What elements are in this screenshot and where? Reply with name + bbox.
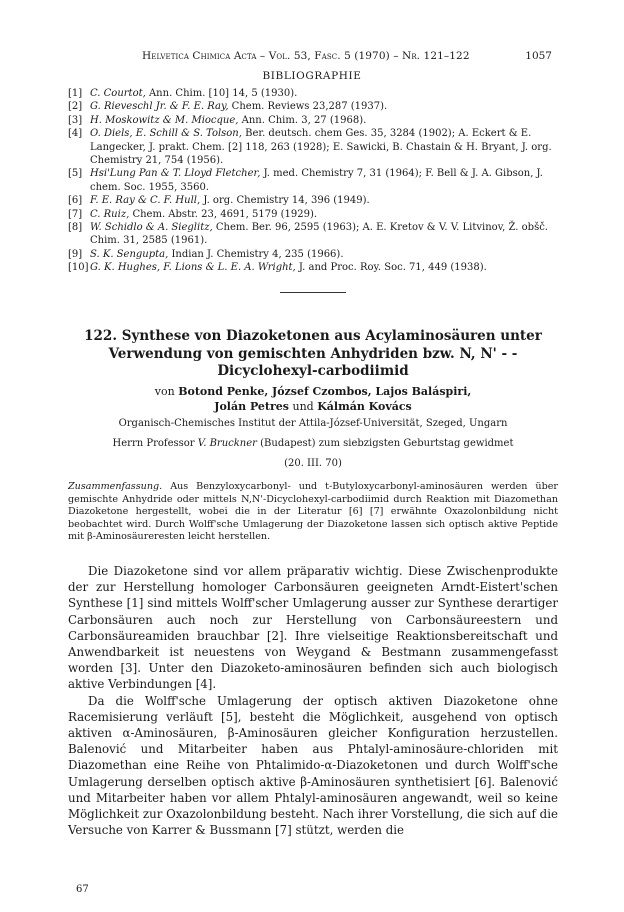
reference-text xyxy=(90,208,558,221)
reference-authors: W. Schidlo & A. Sieglitz, xyxy=(90,222,213,234)
reference-source: Ann. Chim. [10] 14, 5 (1930). xyxy=(145,88,298,99)
reference-text xyxy=(90,87,558,100)
authors-prefix: von xyxy=(154,385,175,398)
reference-text xyxy=(90,261,558,274)
reference-number: [3] xyxy=(68,114,83,126)
reference-text xyxy=(90,221,558,248)
reference-item xyxy=(68,127,558,167)
reference-item xyxy=(68,261,558,274)
authors-names-2a: Jolán Petres xyxy=(214,399,289,413)
authors-conjunction: und xyxy=(292,399,314,413)
institute-affiliation: Organisch-Chemisches Institut der Attila-József-Universität, Szeged, Ungarn xyxy=(118,418,508,429)
dedication-name: V. Bruckner xyxy=(197,438,257,449)
author-list xyxy=(60,385,566,414)
reference-text xyxy=(90,114,558,127)
reference-text xyxy=(90,248,558,261)
received-date: (20. III. 70) xyxy=(284,458,342,469)
reference-source: J. org. Chemistry 14, 396 (1949). xyxy=(200,195,370,207)
reference-authors: G. Rieveschl Jr. & F. E. Ray, xyxy=(90,101,229,113)
author-line-2 xyxy=(60,400,566,415)
dedication xyxy=(60,438,566,449)
abstract-label: Zusammenfassung. xyxy=(68,481,163,492)
dedication-suffix: (Budapest) zum siebzigsten Geburtstag gewidmet xyxy=(260,438,514,449)
reference-item xyxy=(68,114,558,127)
reference-number: [9] xyxy=(68,248,83,260)
reference-authors: S. K. Sengupta, xyxy=(90,248,169,260)
reference-list xyxy=(68,87,558,275)
body-paragraph-2: Da die Wolff'sche Umlagerung der optisch aktiven Diazoketone ohne Racemisierung verläuft [5], besteht die Möglichkeit, ausgehend von optisch aktiven α-Aminosäuren, β-Aminosäuren gleicher Konfiguration herzustellen. Balenović und Mitarbeiter haben aus Phtalyl-aminosäure-chloriden mit Diazomethan eine Reihe von Phtalimido-α-Diazoketonen und durch Wolff'sche Umlagerung derselben optisch aktive β-Aminosäuren synthetisiert [6]. Balenović und Mitarbeiter haben vor allem Phtalyl-aminosäuren angewandt, weil so keine Möglichkeit zur Oxazolonbildung besteht. Nach ihrer Vorstellung, die sich auf die Versuche von Karrer & Bussmann [7] stützt, werden die xyxy=(68,693,558,838)
article-body xyxy=(68,563,558,838)
reference-text xyxy=(90,167,558,194)
author-line-1 xyxy=(60,385,566,400)
reference-authors: Hsi'Lung Pan & T. Lloyd Fletcher, xyxy=(90,168,261,180)
reference-item xyxy=(68,221,558,248)
abstract-text: Aus Benzyloxycarbonyl- und t-Butyloxycarbonyl-aminosäuren werden über gemischte Anhydride oder mittels N,N'-Dicyclohexyl-carbodiimid durch Reaktion mit Diazomethan Diazoketone hergestellt, wobei die in der Literatur [6] [7] erwähnte Oxazolonbildung nicht beobachtet wird. Durch Wolff'sche Umlagerung der Diazoketone lassen sich optisch aktive Peptide mit β-Aminosäureresten leicht herstellen. xyxy=(68,481,558,543)
reference-source: Ann. Chim. 3, 27 (1968). xyxy=(238,114,367,126)
reference-authors: F. E. Ray & C. F. Hull, xyxy=(90,195,201,207)
page-number: 1057 xyxy=(525,50,552,62)
printer-signature: 67 xyxy=(76,884,89,895)
reference-source: J. and Proc. Roy. Soc. 71, 449 (1938). xyxy=(295,262,487,274)
reference-authors: O. Diels, E. Schill & S. Tolson, xyxy=(90,128,242,140)
reference-item xyxy=(68,208,558,221)
reference-number: [6] xyxy=(68,195,83,207)
reference-authors: G. K. Hughes, F. Lions & L. E. A. Wright, xyxy=(90,262,296,274)
reference-source: Chem. Abstr. 23, 4691, 5179 (1929). xyxy=(129,208,318,220)
reference-item xyxy=(68,248,558,261)
abstract xyxy=(68,481,558,544)
reference-item xyxy=(68,87,558,100)
reference-source: J. med. Chemistry 7, 31 (1964); F. Bell & J. A. Gibson, J. chem. Soc. 1955, 3560. xyxy=(90,168,543,193)
reference-source: Chem. Reviews 23,287 (1937). xyxy=(228,101,388,113)
reference-number: [4] xyxy=(68,128,83,140)
reference-authors: H. Moskowitz & M. Miocque, xyxy=(90,114,239,126)
reference-number: [8] xyxy=(68,222,83,234)
dedication-prefix: Herrn Professor xyxy=(112,438,195,449)
bibliography-heading: BIBLIOGRAPHIE xyxy=(262,70,362,82)
reference-authors: C. Courtot, xyxy=(90,88,146,99)
reference-source: Ber. deutsch. chem Ges. 35, 3284 (1902); A. Eckert & E. Langecker, J. prakt. Chem. [2] 118, 263 (1928); E. Sawicki, B. Chastain & H. Bryant, J. org. Chemistry 21, 754 (1956). xyxy=(90,128,552,167)
reference-text xyxy=(90,194,558,207)
reference-text xyxy=(90,127,558,167)
authors-names-1: Botond Penke, József Czombos, Lajos Baláspiri, xyxy=(178,385,472,398)
running-header xyxy=(0,50,624,64)
reference-number: [5] xyxy=(68,168,83,180)
reference-source: Chem. Ber. 96, 2595 (1963); A. E. Kretov & V. V. Litvinov, Ž. obšč. Chim. 31, 2585 (1961). xyxy=(90,222,548,247)
reference-number: [2] xyxy=(68,101,83,113)
body-paragraph-1: Die Diazoketone sind vor allem präparativ wichtig. Diese Zwischenprodukte der zur Herstellung homologer Carbonsäuren geeigneten Arndt-Eistert'schen Synthese [1] sind mittels Wolff'scher Umlagerung ausser zur Synthese derartiger Carbonsäuren auch noch zur Herstellung von Carbonsäureestern und Carbonsäureamiden brauchbar [2]. Ihre vielseitige Reaktionsbereitschaft und Anwendbarkeit ist neuestens von Weygand & Bestmann zusammengefasst worden [3]. Unter den Diazoketo-aminosäuren befinden sich auch biologisch aktive Verbindungen [4]. xyxy=(68,564,558,692)
journal-header: Helvetica Chimica Acta – Vol. 53, Fasc. 5 (1970) – Nr. 121–122 xyxy=(142,50,470,62)
article-title: 122. Synthese von Diazoketonen aus Acylaminosäuren unter Verwendung von gemischten Anhydriden bzw. N, N' - -Dicyclohexyl-carbodiimid xyxy=(84,328,542,379)
authors-names-2b: Kálmán Kovács xyxy=(317,399,412,413)
reference-item xyxy=(68,100,558,113)
reference-number: [10] xyxy=(68,262,89,274)
reference-item xyxy=(68,194,558,207)
reference-number: [1] xyxy=(68,88,83,99)
reference-number: [7] xyxy=(68,208,83,220)
section-divider xyxy=(280,292,346,293)
reference-item xyxy=(68,167,558,194)
reference-text xyxy=(90,100,558,113)
reference-authors: C. Ruiz, xyxy=(90,208,130,220)
reference-source: Indian J. Chemistry 4, 235 (1966). xyxy=(168,248,344,260)
